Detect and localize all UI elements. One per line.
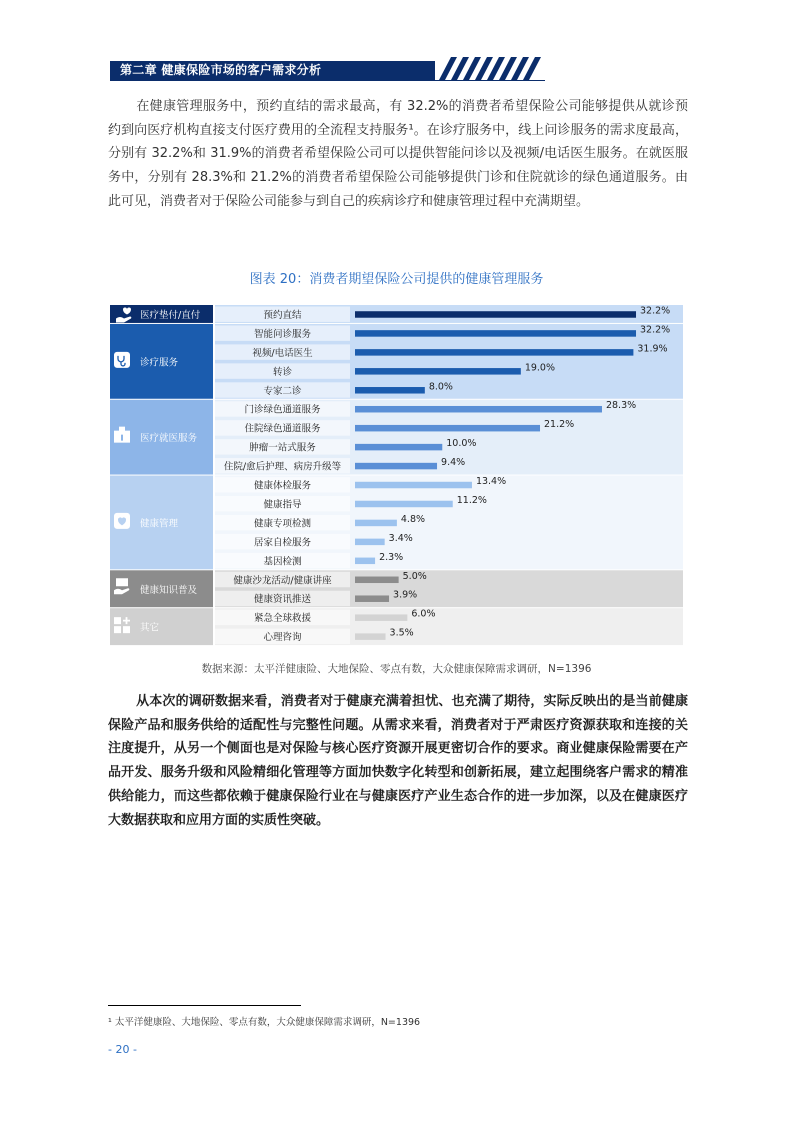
footnote: ¹ 太平洋健康险、大地保险、零点有数，大众健康保障需求调研，N=1396: [108, 1017, 421, 1028]
group-name: 医疗垫付/直付: [140, 309, 201, 321]
category-label: 智能问诊服务: [253, 328, 312, 340]
grid-cell: [114, 626, 121, 633]
data-label: 11.2%: [456, 494, 487, 506]
hospital-door: [121, 435, 123, 441]
bar: [355, 501, 453, 508]
data-label: 5.0%: [402, 570, 427, 582]
bar: [355, 633, 386, 640]
category-label: 紧急全球救援: [253, 613, 312, 625]
bar: [355, 330, 636, 337]
chapter-title: 第二章 健康保险市场的客户需求分析: [120, 63, 322, 77]
bar: [355, 349, 633, 356]
data-label: 32.2%: [640, 305, 671, 317]
group-name: 其它: [140, 622, 160, 634]
category-label: 健康体检服务: [253, 480, 312, 492]
data-label: 6.0%: [411, 608, 436, 620]
category-label: 专家二诊: [263, 385, 302, 397]
category-label: 居家自检服务: [253, 537, 312, 549]
bar: [355, 463, 437, 470]
bar: [355, 425, 540, 432]
group-name: 医疗就医服务: [140, 433, 198, 445]
category-label: 住院/愈后护理、病房升级等: [223, 461, 342, 473]
data-label: 3.5%: [389, 627, 414, 639]
data-label: 3.9%: [393, 589, 418, 601]
bar: [355, 558, 375, 565]
data-label: 31.9%: [637, 343, 668, 355]
body-paragraph-2-text: 从本次的调研数据来看，消费者对于健康充满着担忧、也充满了期待，实际反映出的是当前健康保险产品和服务供给的适配性与完整性问题。从需求来看，消费者对于严肃医疗资源获取和连接的关注度提升，从另一个侧面也是对保险与核心医疗资源开展更密切合作的要求。商业健康保险需要在产品开发、服务升级和风险精细化管理等方面加快数字化转型和创新拓展，建立起围绕客户需求的精准供给能力，而这些都依赖于健康保险行业在与健康医疗产业生态合作的进一步加深，以及在健康医疗大数据获取和应用方面的实质性突破。: [108, 694, 688, 828]
data-label: 9.4%: [441, 457, 466, 469]
category-label: 健康沙龙活动/健康讲座: [233, 575, 332, 587]
category-label: 健康专项检测: [253, 518, 312, 530]
footnote-rule: [108, 1005, 301, 1006]
data-label: 3.4%: [388, 532, 413, 544]
data-label: 8.0%: [428, 381, 453, 393]
grid-cell: [123, 626, 130, 633]
bar: [355, 595, 389, 602]
body-paragraph-2: [108, 690, 688, 832]
category-label: 健康指导: [263, 499, 302, 511]
category-label: 转诊: [272, 366, 293, 378]
category-label: 门诊绿色通道服务: [244, 404, 321, 416]
data-label: 21.2%: [544, 419, 575, 431]
bar: [355, 577, 399, 584]
category-label: 住院绿色通道服务: [244, 423, 321, 435]
chart-source: 数据来源：太平洋健康险、大地保险、零点有数，大众健康保障需求调研，N=1396: [201, 663, 592, 675]
data-label: 4.8%: [400, 513, 426, 525]
category-label: 预约直结: [263, 309, 302, 321]
group-name: 健康知识普及: [140, 584, 198, 596]
data-label: 13.4%: [475, 476, 507, 488]
data-label: 2.3%: [379, 551, 404, 563]
category-label: 健康资讯推送: [253, 594, 312, 606]
body-paragraph-1-text: 在健康管理服务中，预约直结的需求最高，有 32.2%的消费者希望保险公司能够提供从就诊预约到向医疗机构直接支付医疗费用的全流程支持服务¹。在诊疗服务中，线上问诊服务的需求度最高，分别有 32.2%和 31.9%的消费者希望保险公司可以提供智能问诊以及视频/电话医生服务。在就医服务中，分别有 28.3%和 21.2%的消费者希望保险公司能够提供门诊和住院就诊的绿色通道服务。由此可见，消费者对于保险公司能参与到自己的疾病诊疗和健康管理过程中充满期望。: [108, 99, 688, 209]
group-name: 诊疗服务: [140, 357, 179, 369]
data-label: 10.0%: [446, 438, 477, 450]
data-label: 19.0%: [524, 362, 556, 374]
data-label: 32.2%: [640, 324, 671, 336]
grid-plus-icon: [114, 617, 121, 624]
bar: [355, 444, 442, 451]
category-label: 基因检测: [263, 556, 302, 568]
bar: [355, 406, 602, 413]
hospital-roof: [119, 427, 125, 432]
data-label: 28.3%: [605, 400, 637, 412]
bar: [355, 368, 521, 375]
category-label: 视频/电话医生: [252, 347, 313, 359]
page-number: - 20 -: [108, 1043, 137, 1056]
bar: [355, 520, 397, 527]
bar: [355, 387, 425, 394]
category-label: 肿瘤一站式服务: [249, 442, 316, 454]
bar: [355, 539, 385, 546]
category-label: 心理咨询: [263, 632, 302, 644]
group-name: 健康管理: [140, 518, 179, 530]
bar: [355, 311, 636, 318]
bar: [355, 482, 472, 489]
bar: [355, 614, 407, 621]
chart-title: 图表 20：消费者期望保险公司提供的健康管理服务: [249, 272, 544, 287]
book-hand-icon: [116, 578, 128, 586]
